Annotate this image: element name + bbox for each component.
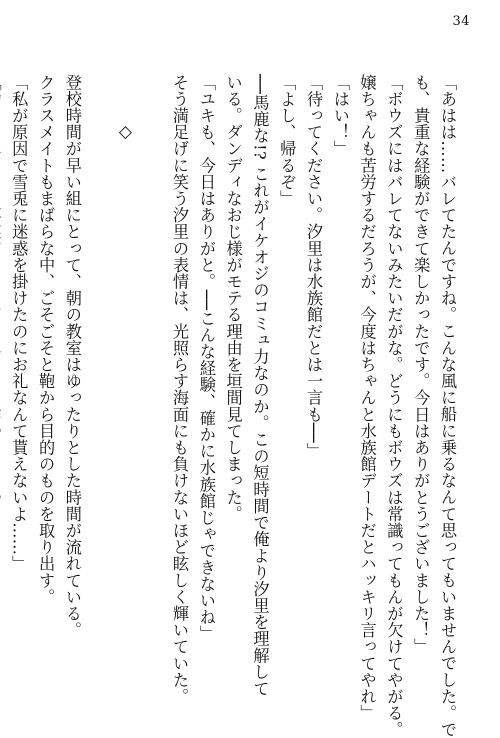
- text-line: 「ボウズにはバレてないみたいだがな。どうにもボウズは常識ってもんが欠けてやがる。: [384, 74, 404, 738]
- blank-line: [85, 74, 112, 694]
- section-break-ornament: ◇: [115, 121, 136, 142]
- text-line: 「よし、帰るぞ」: [277, 74, 297, 207]
- blank-line: [138, 74, 165, 694]
- text-line: いる。ダンディなおじ様がモテる理由を垣間見てしまった。: [223, 74, 243, 523]
- text-line: も、貴重な経験ができて楽しかったです。今日はありがとうございました！」: [411, 74, 431, 655]
- text-line: ──馬鹿な!? これがイケオジのコミュ力なのか。この短時間で俺より汐里を理解して: [250, 74, 270, 697]
- text-line: クラスメイトもまばらな中、ごそごそと鞄から目的のものを取り出す。: [36, 74, 56, 606]
- page-number: 34: [452, 14, 470, 29]
- text-line: 「待ってください。汐里は水族館だとは一言も──」: [304, 74, 324, 460]
- text-line: 「はい！」: [330, 74, 350, 157]
- text-line: 登校時間が早い組にとって、朝の教室はゆったりとした時間が流れている。: [62, 74, 82, 639]
- text-line: 「あはは……バレてたんですね。こんな風に船に乗るなんて思ってもいませんでした。で: [438, 74, 457, 738]
- text-line: そう満足げに笑う汐里の表情は、光照らす海面にも負けないほど眩しく輝いていた。: [170, 74, 190, 705]
- text-line: [0, 74, 4, 694]
- text-line: 「ユキも、今日はありがと。──こんな経験、確かに水族館じゃできないね」: [196, 74, 216, 643]
- text-line: 「私が原因で雪兎に迷惑を掛けたのにお礼なんて貰えないよ……」: [9, 74, 29, 572]
- vertical-text-body: [0, 74, 460, 738]
- text-line: 嬢ちゃんも苦労するだろうが、今度はちゃんと水族館デートだとハッキリ言ってやれ」: [357, 74, 377, 722]
